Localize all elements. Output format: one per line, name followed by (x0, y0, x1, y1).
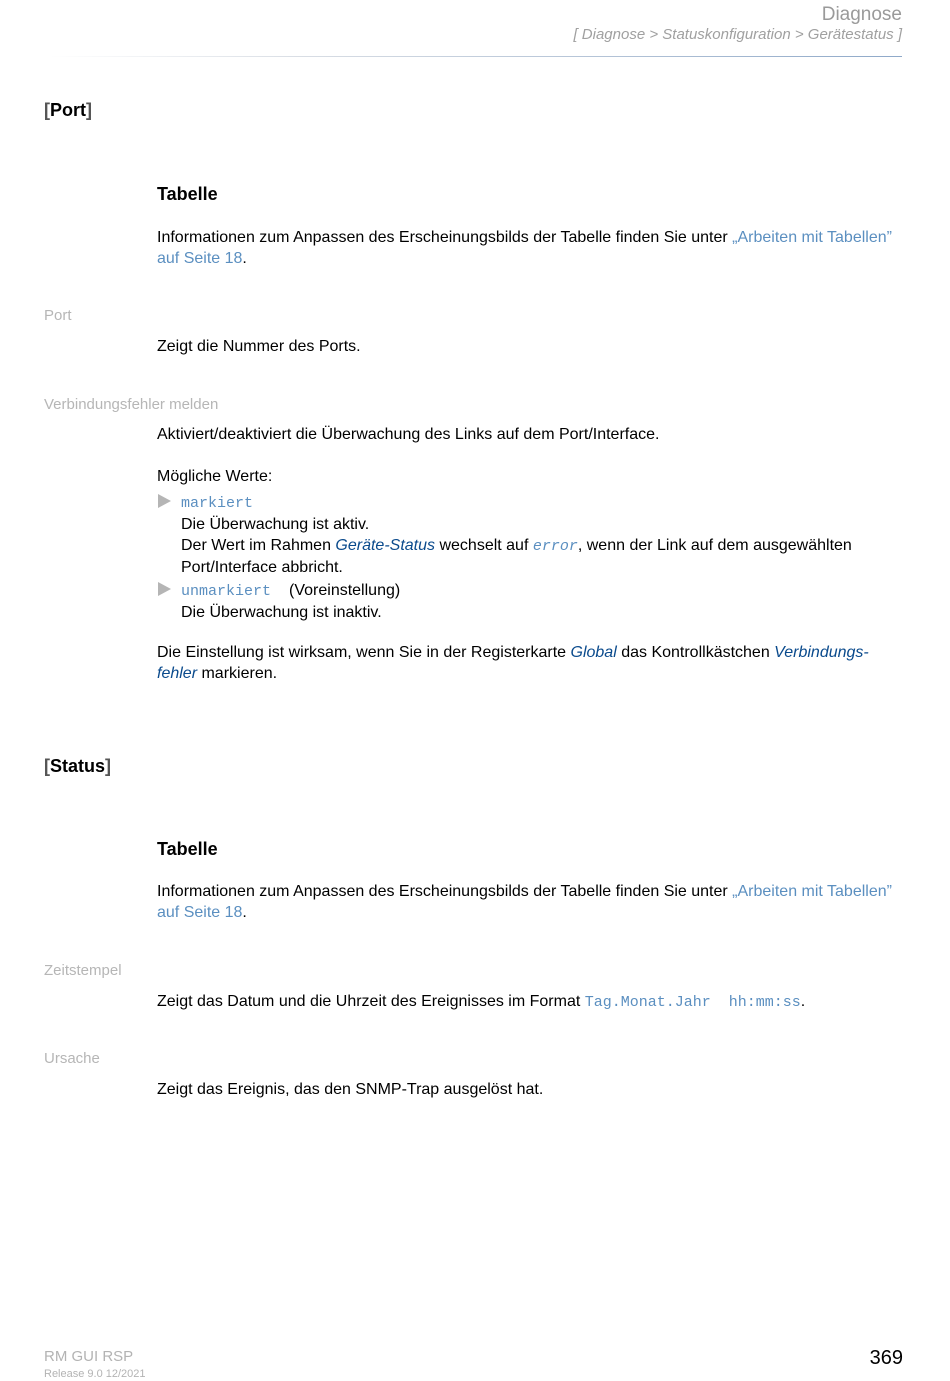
value-item-checked (181, 492, 901, 578)
format-code-time: hh:mm:ss (728, 994, 801, 1011)
text-run: wechselt auf (435, 537, 533, 554)
table-info-text: Informationen zum Anpassen des Erscheinungsbilds der Tabelle finden Sie unter (157, 229, 733, 246)
table-info-paragraph (157, 881, 897, 923)
page-number: 369 (869, 1347, 903, 1369)
section-title: Status (50, 756, 106, 776)
field-label-timestamp: Zeitstempel (44, 962, 122, 979)
table-info-paragraph (157, 227, 897, 269)
text-run: markieren. (197, 665, 278, 682)
ui-reference: Verbindungs-fehler (157, 644, 869, 682)
value-code: markiert (181, 495, 254, 512)
table-info-link[interactable]: „Arbeiten mit Tabellen” auf Seite 18 (157, 229, 892, 267)
field-desc-port: Zeigt die Nummer des Ports. (157, 338, 361, 355)
table-info-end: . (242, 250, 247, 267)
table-info-text: Informationen zum Anpassen des Erscheinungsbilds der Tabelle finden Sie unter (157, 883, 733, 900)
footer-product: RM GUI RSP (44, 1348, 134, 1365)
table-info-link[interactable]: „Arbeiten mit Tabellen” auf Seite 18 (157, 883, 892, 921)
field-desc-timestamp (157, 991, 897, 1013)
field-label-link-error: Verbindungsfehler melden (44, 396, 219, 413)
value-desc: Die Überwachung ist inaktiv. (181, 604, 382, 621)
text-run: Zeigt das Datum und die Uhrzeit des Ereignisses im Format (157, 993, 585, 1010)
text-run: , wenn der Link auf dem ausgewählten Port/Interface abbricht. (181, 537, 852, 576)
field-label-cause: Ursache (44, 1050, 100, 1067)
field-label-port: Port (44, 307, 72, 324)
value-item-unchecked (181, 580, 901, 623)
field-desc-cause: Zeigt das Ereignis, das den SNMP-Trap ausgelöst hat. (157, 1081, 544, 1098)
value-desc: Die Überwachung ist aktiv. (181, 516, 370, 533)
table-heading: Tabelle (157, 839, 218, 859)
footer-release: Release 9.0 12/2021 (44, 1368, 146, 1380)
section-title: Port (50, 100, 86, 120)
section-heading-port: [Port] (44, 100, 92, 120)
text-run: . (800, 993, 806, 1010)
text-run: Die Einstellung ist wirksam, wenn Sie in der Registerkarte (157, 644, 571, 661)
ui-reference: Global (570, 644, 617, 661)
breadcrumb: [ Diagnose > Statuskonfiguration > Gerätestatus ] (573, 26, 902, 43)
section-heading-status: [Status] (44, 756, 112, 776)
bullet-arrow-icon (158, 582, 171, 596)
header-divider (50, 56, 902, 57)
note-paragraph (157, 642, 897, 684)
table-info-end: . (242, 904, 247, 921)
field-desc-link-error: Aktiviert/deaktiviert die Überwachung des Links auf dem Port/Interface. (157, 426, 660, 443)
ui-reference: Geräte-Status (335, 537, 436, 554)
chapter-title: Diagnose (821, 4, 902, 25)
default-marker: (Voreinstellung) (289, 582, 401, 599)
format-code-date: Tag.Monat.Jahr (584, 994, 711, 1011)
value-desc-detail (181, 535, 901, 578)
bullet-arrow-icon (158, 494, 171, 508)
possible-values-label: Mögliche Werte: (157, 468, 273, 485)
value-code: error (532, 538, 578, 555)
text-run: das Kontrollkästchen (616, 644, 775, 661)
text-run: Der Wert im Rahmen (181, 537, 336, 554)
table-heading: Tabelle (157, 184, 218, 204)
value-code: unmarkiert (181, 583, 272, 600)
